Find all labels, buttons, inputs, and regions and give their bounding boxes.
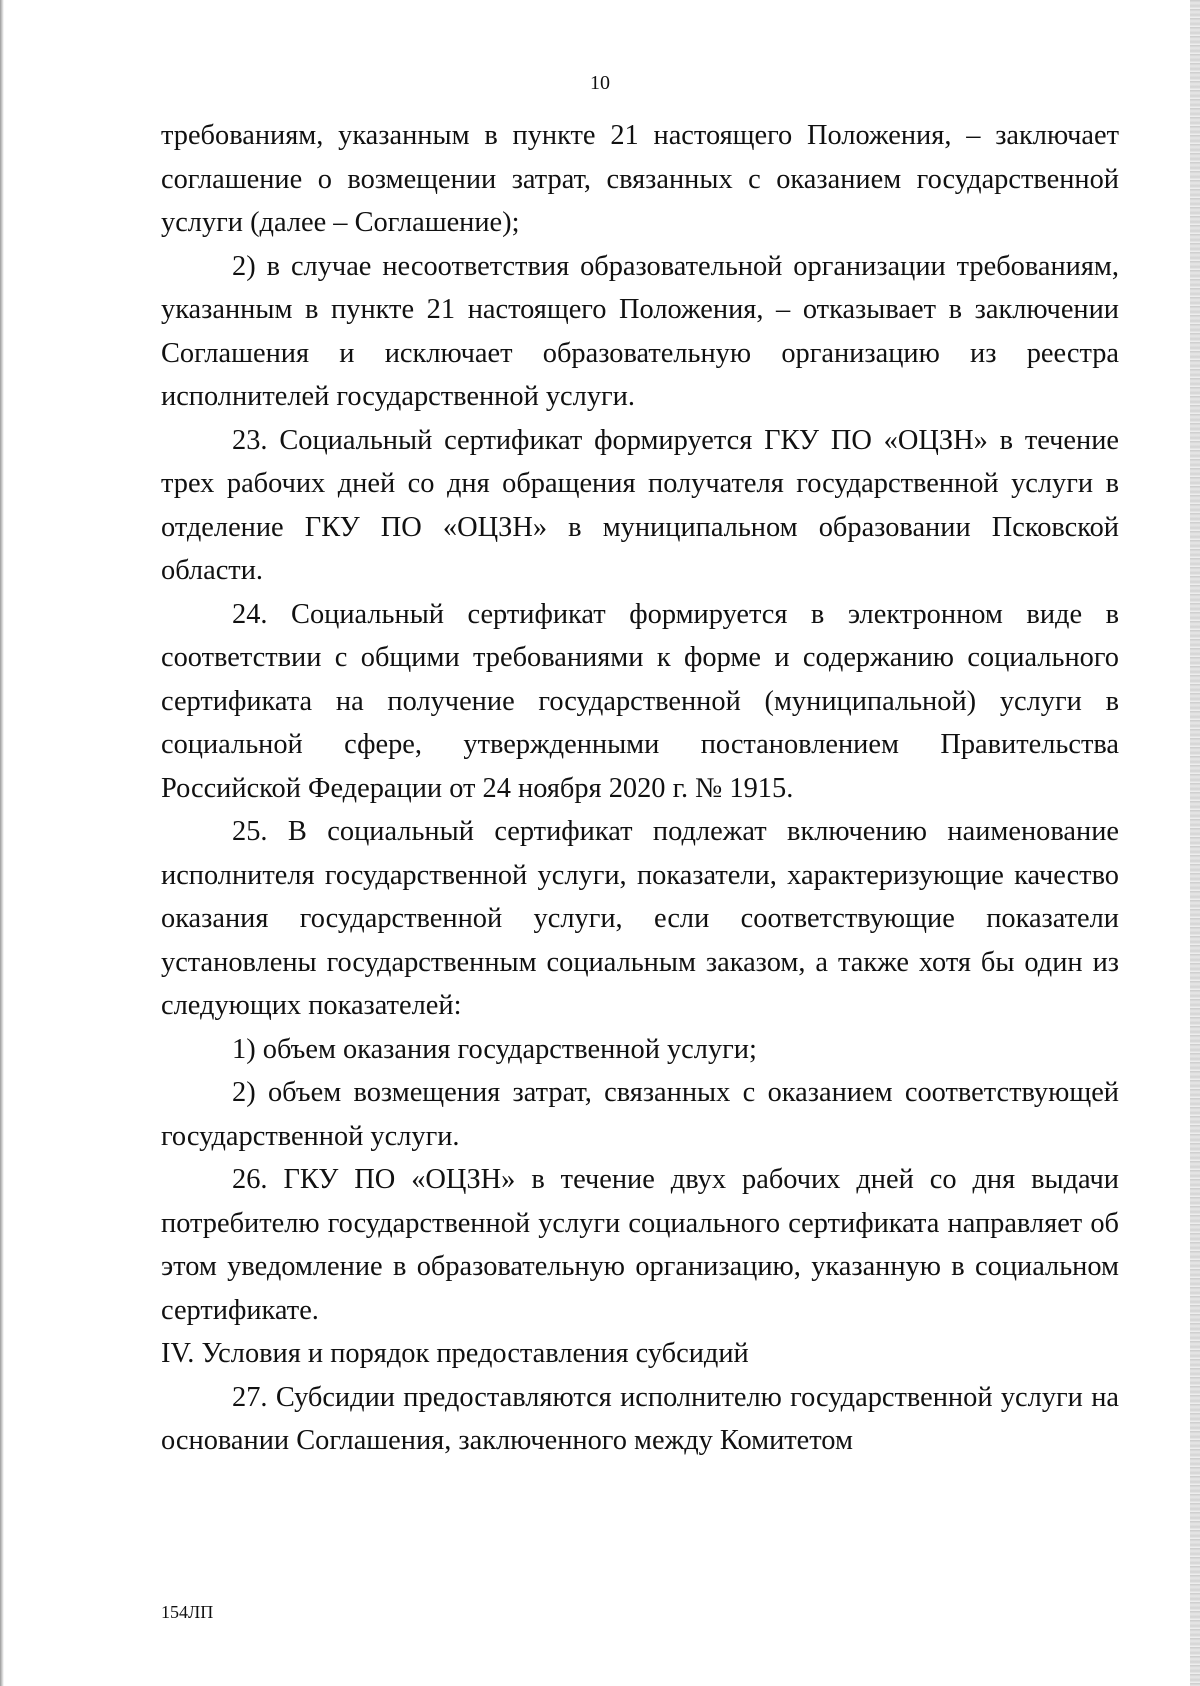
paragraph-27: 27. Субсидии предоставляются исполнителю государственной услуги на основании Соглашения, заключенного между Комитетом [161, 1381, 1119, 1456]
paragraph-continuation: требованиям, указанным в пункте 21 настоящего Положения, – заключает соглашение о возмещении затрат, связанных с оказанием государственной услуги (далее – Соглашение); [161, 120, 1119, 238]
paragraph-25-item-2: 2) объем возмещения затрат, связанных с оказанием соответствующей государственной услуги. [161, 1077, 1119, 1152]
paragraph-23: 23. Социальный сертификат формируется ГКУ ПО «ОЦЗН» в течение трех рабочих дней со дня обращения получателя государственной услуги в отделение ГКУ ПО «ОЦЗН» в муниципальном образовании Псковской области. [161, 424, 1119, 586]
paragraph-24: 24. Социальный сертификат формируется в электронном виде в соответствии с общими требованиями к форме и содержанию социального сертификата на получение государственной (муниципальной) услуги в социальной сфере, утвержденными постановлением Правительства Российской Федерации от 24 ноября 2020 г. № 1915. [161, 598, 1119, 804]
scan-edge-left [0, 0, 4, 1686]
scan-edge-right [1190, 0, 1200, 1686]
document-code: 154ЛП [161, 1602, 214, 1622]
paragraph-25: 25. В социальный сертификат подлежат включению наименование исполнителя государственной услуги, показатели, характеризующие качество оказания государственной услуги, если соответствующие показатели установлены государственным социальным заказом, а также хотя бы один из следующих показателей: [161, 816, 1119, 1021]
section-heading: IV. Условия и порядок предоставления субсидий [161, 1338, 749, 1369]
document-body [161, 114, 1119, 1463]
paragraph-25-item-1: 1) объем оказания государственной услуги; [232, 1033, 757, 1065]
paragraph-26: 26. ГКУ ПО «ОЦЗН» в течение двух рабочих дней со дня выдачи потребителю государственной услуги социального сертификата направляет об этом уведомление в образовательную организацию, указанную в социальном сертификате. [161, 1164, 1119, 1326]
page-number: 10 [590, 72, 610, 94]
paragraph-item-2-refusal: 2) в случае несоответствия образовательной организации требованиям, указанным в пункте 21 настоящего Положения, – отказывает в заключении Соглашения и исключает образовательную организацию из реестра исполнителей государственной услуги. [161, 250, 1119, 412]
